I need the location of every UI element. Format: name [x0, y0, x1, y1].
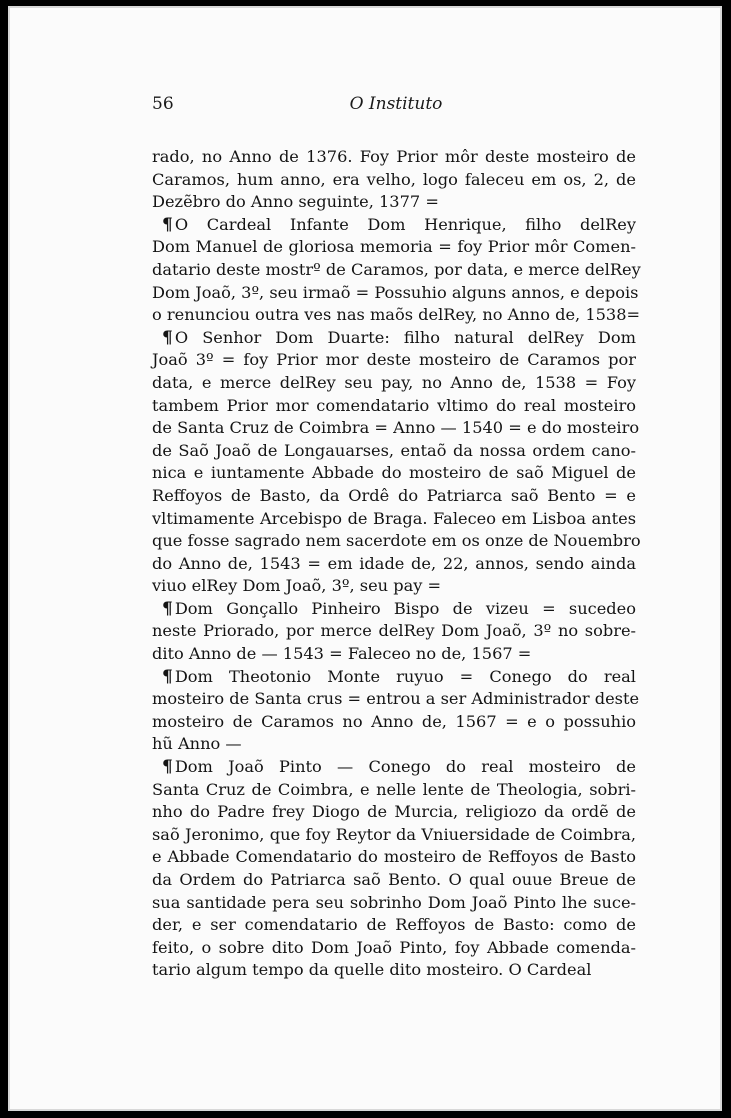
pilcrow-mark: ¶ — [162, 214, 173, 235]
line-text: o renunciou outra ves nas maõs delRey, no Anno de, 1538= — [152, 305, 641, 325]
running-title: O Instituto — [349, 94, 443, 114]
line-text: e Abbade Comendatario do mosteiro de Reffoyos de Basto — [152, 847, 636, 867]
text-line — [152, 417, 640, 440]
text-line — [152, 779, 636, 802]
text-line — [152, 282, 639, 305]
text-line — [152, 349, 636, 372]
line-text: Dom Manuel de gloriosa memoria = foy Prior môr Comen- — [152, 237, 636, 257]
text-line — [152, 259, 641, 282]
paragraph — [152, 214, 641, 327]
line-text: Joaõ 3º = foy Prior mor deste mosteiro de Caramos por — [152, 350, 636, 370]
line-text: saõ Jeronimo, que foy Reytor da Vniuersidade de Coimbra, — [152, 824, 636, 844]
line-text: der, e ser comendatario de Reffoyos de Basto: como de — [152, 915, 636, 935]
paragraph — [152, 756, 636, 982]
text-line — [152, 824, 636, 847]
line-text: mosteiro de Santa crus = entrou a ser Administrador deste — [152, 689, 640, 709]
text-line — [152, 372, 636, 395]
text-line — [152, 146, 636, 169]
line-text: Dom Joaõ, 3º, seu irmaõ = Possuhio alguns annos, e depois — [152, 282, 639, 302]
pilcrow-mark: ¶ — [162, 598, 173, 619]
text-line — [152, 395, 636, 418]
book-page — [8, 6, 722, 1111]
line-text: Reffoyos de Basto, da Ordê do Patriarca saõ Bento = e — [152, 485, 636, 505]
text-line — [152, 530, 641, 553]
line-text: hũ Anno — — [152, 734, 242, 754]
text-line — [152, 462, 636, 485]
line-text: nho do Padre frey Diogo de Murcia, religiozo da ordẽ de — [152, 802, 636, 822]
text-line — [152, 236, 636, 259]
pilcrow-mark: ¶ — [162, 666, 173, 687]
line-text: Dom Theotonio Monte ruyuo = Conego do real — [174, 666, 636, 686]
line-text: Dom Gonçallo Pinheiro Bispo de vizeu = sucedeo — [174, 598, 636, 618]
line-text: sua santidade pera seu sobrinho Dom Joaõ Pinto lhe suce- — [152, 892, 636, 912]
text-line — [152, 892, 636, 915]
line-text: de Santa Cruz de Coimbra = Anno — 1540 = e do mosteiro — [152, 418, 640, 438]
text-line — [152, 666, 636, 689]
line-text: O Cardeal Infante Dom Henrique, filho delRey — [174, 214, 636, 234]
line-text: de Saõ Joaõ de Longauarses, entaõ da nossa ordem cano- — [152, 440, 636, 460]
text-line — [152, 688, 640, 711]
line-text: feito, o sobre dito Dom Joaõ Pinto, foy Abbade comenda- — [152, 937, 636, 957]
text-line — [152, 598, 636, 621]
line-text: O Senhor Dom Duarte: filho natural delRey Dom — [174, 327, 636, 347]
line-text: vltimamente Arcebispo de Braga. Faleceo em Lisboa antes — [152, 508, 636, 528]
line-text: datario deste mostrº de Caramos, por data, e merce delRey — [152, 259, 641, 279]
text-line — [152, 327, 636, 350]
text-line — [152, 914, 636, 937]
line-text: Dom Joaõ Pinto — Conego do real mosteiro de — [174, 757, 636, 777]
text-line — [152, 553, 636, 576]
paragraph — [152, 666, 640, 756]
page-header — [152, 94, 640, 118]
line-text: Santa Cruz de Coimbra, e nelle lente de Theologia, sobri- — [152, 779, 636, 799]
line-text: do Anno de, 1543 = em idade de, 22, annos, sendo ainda — [152, 553, 636, 573]
line-text: da Ordem do Patriarca saõ Bento. O qual ouue Breue de — [152, 870, 636, 889]
line-text: rado, no Anno de 1376. Foy Prior môr deste mosteiro de — [152, 147, 636, 166]
text-line — [152, 959, 636, 982]
line-text: Dezẽbro do Anno seguinte, 1377 = — [152, 192, 439, 212]
line-text: que fosse sagrado nem sacerdote em os onze de Nouembro — [152, 531, 641, 551]
line-text: mosteiro de Caramos no Anno de, 1567 = e o possuhio — [152, 711, 636, 731]
text-line — [152, 304, 641, 327]
page-number: 56 — [152, 94, 174, 114]
line-text: data, e merce delRey seu pay, no Anno de, 1538 = Foy — [152, 372, 636, 392]
text-line — [152, 485, 636, 508]
line-text: tambem Prior mor comendatario vltimo do real mosteiro — [152, 395, 636, 415]
text-line — [152, 711, 636, 734]
paragraph — [152, 146, 636, 214]
pilcrow-mark: ¶ — [162, 757, 173, 778]
text-line — [152, 643, 636, 666]
text-line — [152, 801, 636, 824]
text-line — [152, 869, 636, 892]
line-text: neste Priorado, por merce delRey Dom Joaõ, 3º no sobre- — [152, 621, 636, 641]
text-line — [152, 937, 636, 960]
text-line — [152, 508, 636, 531]
text-line — [152, 440, 636, 463]
pilcrow-mark: ¶ — [162, 327, 173, 348]
text-line — [152, 756, 636, 779]
text-line — [152, 169, 636, 192]
text-line — [152, 575, 636, 598]
line-text: tario algum tempo da quelle dito mosteiro. O Cardeal — [152, 960, 592, 980]
text-line — [152, 214, 636, 237]
paragraph — [152, 327, 641, 598]
page-body — [152, 146, 641, 982]
line-text: viuo elRey Dom Joaõ, 3º, seu pay = — [152, 576, 442, 596]
text-line — [152, 733, 636, 756]
line-text: dito Anno de — 1543 = Faleceo no de, 1567 = — [152, 644, 532, 664]
text-line — [152, 620, 636, 643]
line-text: nica e iuntamente Abbade do mosteiro de saõ Miguel de — [152, 463, 636, 483]
paragraph — [152, 598, 636, 666]
line-text: Caramos, hum anno, era velho, logo faleceu em os, 2, de — [152, 169, 636, 189]
text-line — [152, 846, 636, 869]
text-line — [152, 191, 636, 214]
